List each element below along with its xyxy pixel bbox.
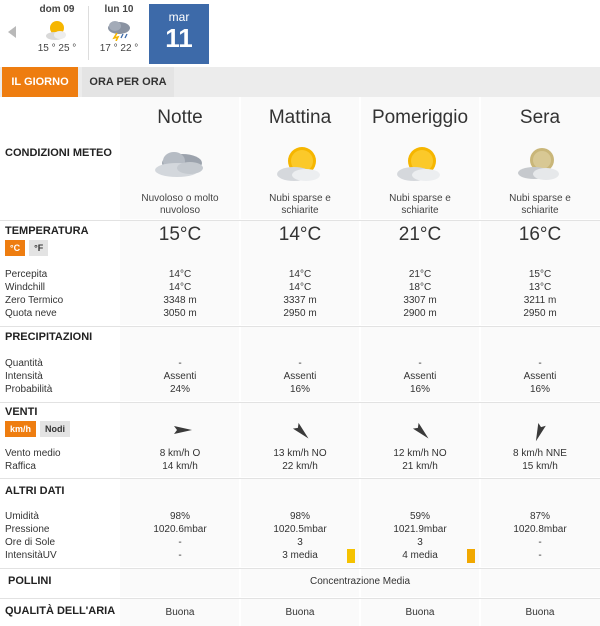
period-temperature: 14°C	[278, 224, 322, 245]
snow-level-value: 2900 m	[403, 308, 437, 319]
period-name: Notte	[157, 107, 203, 128]
day-temperatures: 17 ° 22 °	[99, 43, 139, 54]
day-label: lun 10	[104, 4, 134, 15]
precip-amount-value: -	[178, 358, 182, 369]
pressure-value: 1020.8mbar	[513, 524, 567, 535]
forecast-table	[0, 97, 600, 626]
uv-value: 4 media	[402, 550, 438, 561]
wind-direction-arrow-icon	[240, 417, 360, 443]
day-label: dom 09	[39, 4, 75, 15]
wind-avg-value: 13 km/h NO	[273, 448, 327, 459]
precip-amount-value: -	[538, 358, 542, 369]
uv-level-indicator	[347, 549, 355, 563]
row-label-gust: Raffica	[5, 461, 36, 472]
wind-direction-arrow-icon	[120, 417, 240, 443]
temperature-unit-switch	[5, 240, 48, 256]
sun-cloud-icon	[360, 143, 480, 185]
kmh-button[interactable]: km/h	[5, 421, 36, 437]
section-title-conditions: CONDIZIONI METEO	[5, 147, 112, 159]
precip-intensity-value: Assenti	[403, 371, 437, 382]
fahrenheit-button[interactable]: °F	[29, 240, 48, 256]
section-title-wind: VENTI	[5, 406, 38, 418]
wind-direction-arrow-icon	[480, 417, 600, 443]
freezing-level-value: 3307 m	[403, 295, 437, 306]
storm-cloud-icon	[90, 17, 148, 43]
row-label-freezing: Zero Termico	[5, 295, 64, 306]
air-quality-value: Buona	[165, 607, 195, 618]
humidity-value: 98%	[289, 511, 310, 522]
snow-level-value: 3050 m	[163, 308, 197, 319]
section-title-other: ALTRI DATI	[5, 485, 65, 497]
period-temperature: 21°C	[398, 224, 442, 245]
precip-amount-value: -	[298, 358, 302, 369]
day-lun-10[interactable]	[90, 0, 148, 64]
uv-level-indicator	[467, 549, 475, 563]
gust-value: 14 km/h	[162, 461, 198, 472]
wind-avg-value: 8 km/h O	[159, 448, 201, 459]
precip-intensity-value: Assenti	[283, 371, 317, 382]
air-quality-value: Buona	[525, 607, 555, 618]
day-temperatures: 15 ° 25 °	[37, 43, 77, 54]
section-title-pollen: POLLINI	[8, 575, 52, 587]
sun-hours-value: 3	[417, 537, 423, 548]
row-divider	[0, 220, 600, 221]
period-name: Pomeriggio	[371, 107, 469, 128]
period-temperature: 15°C	[158, 224, 202, 245]
feels-value: 14°C	[288, 269, 312, 280]
air-quality-value: Buona	[405, 607, 435, 618]
moon-cloud-icon	[480, 143, 600, 185]
gust-value: 22 km/h	[282, 461, 318, 472]
gust-value: 15 km/h	[522, 461, 558, 472]
condition-text: Nubi sparse e schiarite	[509, 193, 571, 216]
snow-level-value: 2950 m	[283, 308, 317, 319]
row-divider	[0, 478, 600, 479]
humidity-value: 98%	[169, 511, 190, 522]
row-label-feels: Percepita	[5, 269, 48, 280]
tab-il-giorno[interactable]: IL GIORNO	[2, 67, 78, 97]
humidity-value: 87%	[529, 511, 550, 522]
section-title-air-quality: QUALITÀ DELL'ARIA	[5, 605, 116, 617]
uv-value: 3 media	[282, 550, 318, 561]
selected-day-number: 11	[165, 23, 193, 53]
row-label-amount: Quantità	[5, 358, 43, 369]
row-label-intensity: Intensità	[5, 371, 43, 382]
gust-value: 21 km/h	[402, 461, 438, 472]
precip-probability-value: 24%	[169, 384, 190, 395]
humidity-value: 59%	[409, 511, 430, 522]
row-label-uv: IntensitàUV	[5, 550, 57, 561]
feels-value: 21°C	[408, 269, 432, 280]
condition-text: Nubi sparse e schiarite	[269, 193, 331, 216]
windchill-value: 13°C	[528, 282, 552, 293]
row-label-wind-avg: Vento medio	[5, 448, 61, 459]
wind-unit-switch	[5, 421, 70, 437]
sun-hours-value: 3	[297, 537, 303, 548]
precip-probability-value: 16%	[409, 384, 430, 395]
uv-value: -	[178, 550, 182, 561]
wind-avg-value: 8 km/h NNE	[513, 448, 567, 459]
row-label-windchill: Windchill	[5, 282, 46, 293]
precip-probability-value: 16%	[529, 384, 550, 395]
selected-day[interactable]	[149, 4, 209, 64]
period-name: Sera	[519, 107, 561, 128]
period-name: Mattina	[268, 107, 332, 128]
pollen-value: Concentrazione Media	[309, 576, 411, 587]
day-divider	[88, 6, 89, 60]
section-title-temperature: TEMPERATURA	[5, 225, 89, 237]
windchill-value: 14°C	[168, 282, 192, 293]
precip-probability-value: 16%	[289, 384, 310, 395]
tab-ora-per-ora[interactable]: ORA PER ORA	[82, 67, 174, 97]
row-label-probability: Probabilità	[5, 384, 53, 395]
wind-direction-arrow-icon	[360, 417, 480, 443]
cloudy-icon	[120, 143, 240, 185]
period-temperature: 16°C	[518, 224, 562, 245]
pressure-value: 1021.9mbar	[393, 524, 447, 535]
sun-cloud-icon	[240, 143, 360, 185]
condition-text: Nubi sparse e schiarite	[389, 193, 451, 216]
air-quality-value: Buona	[285, 607, 315, 618]
row-divider	[0, 402, 600, 403]
row-divider	[0, 568, 600, 569]
day-selector	[0, 0, 600, 66]
freezing-level-value: 3211 m	[523, 295, 557, 306]
windchill-value: 18°C	[408, 282, 432, 293]
row-divider	[0, 598, 600, 599]
sun-cloud-icon	[28, 17, 86, 43]
row-divider	[0, 326, 600, 327]
freezing-level-value: 3348 m	[163, 295, 197, 306]
pressure-value: 1020.5mbar	[273, 524, 327, 535]
freezing-level-value: 3337 m	[283, 295, 317, 306]
condition-text: Nuvoloso o molto nuvoloso	[141, 193, 219, 216]
selected-day-weekday: mar	[168, 10, 190, 24]
day-dom-09[interactable]	[28, 0, 86, 64]
previous-days-arrow-icon[interactable]	[8, 26, 16, 38]
feels-value: 15°C	[528, 269, 552, 280]
windchill-value: 14°C	[288, 282, 312, 293]
section-title-precipitation: PRECIPITAZIONI	[5, 331, 93, 343]
row-label-pressure: Pressione	[5, 524, 50, 535]
precip-amount-value: -	[418, 358, 422, 369]
wind-avg-value: 12 km/h NO	[393, 448, 447, 459]
uv-value: -	[538, 550, 542, 561]
precip-intensity-value: Assenti	[523, 371, 557, 382]
snow-level-value: 2950 m	[523, 308, 557, 319]
knots-button[interactable]: Nodi	[40, 421, 70, 437]
row-label-humidity: Umidità	[5, 511, 39, 522]
pressure-value: 1020.6mbar	[153, 524, 207, 535]
sun-hours-value: -	[538, 537, 542, 548]
celsius-button[interactable]: °C	[5, 240, 25, 256]
view-tabs	[0, 67, 600, 97]
row-label-snow: Quota neve	[5, 308, 57, 319]
row-label-sun-hours: Ore di Sole	[5, 537, 56, 548]
sun-hours-value: -	[178, 537, 182, 548]
precip-intensity-value: Assenti	[163, 371, 197, 382]
feels-value: 14°C	[168, 269, 192, 280]
